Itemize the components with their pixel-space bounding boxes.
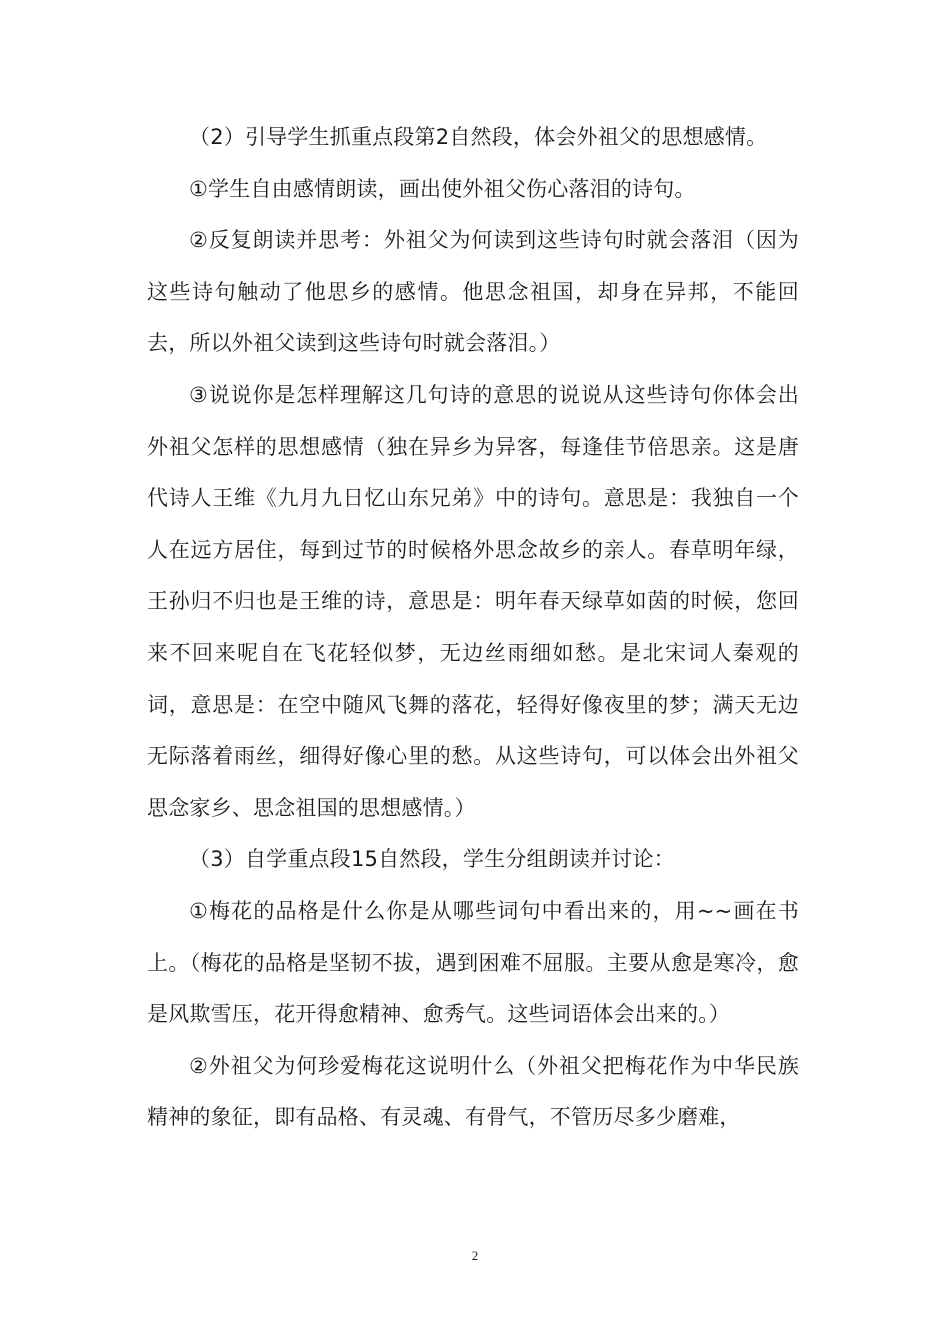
body-text <box>147 112 799 1144</box>
paragraph-step-2-3: ③说说你是怎样理解这几句诗的意思的说说从这些诗句你体会出外祖父怎样的思想感情（独在异乡为异客，每逢佳节倍思亲。这是唐代诗人王维《九月九日忆山东兄弟》中的诗句。意思是：我独自一个人在远方居住，每到过节的时候格外思念故乡的亲人。春草明年绿，王孙归不归也是王维的诗，意思是：明年春天绿草如茵的时候，您回来不回来呢自在飞花轻似梦，无边丝雨细如愁。是北宋词人秦观的词，意思是：在空中随风飞舞的落花，轻得好像夜里的梦；满天无边无际落着雨丝，细得好像心里的愁。从这些诗句，可以体会出外祖父思念家乡、思念祖国的思想感情。） <box>147 382 799 820</box>
paragraph-step-2-1: ①学生自由感情朗读，画出使外祖父伤心落泪的诗句。 <box>189 176 696 201</box>
paragraph-step-3-1: ①梅花的品格是什么你是从哪些词句中看出来的，用~~画在书上。（梅花的品格是坚韧不拔，遇到困难不屈服。主要从愈是寒冷，愈是风欺雪压，花开得愈精神、愈秀气。这些词语体会出来的。） <box>147 898 799 1027</box>
page-number: 2 <box>471 1248 479 1263</box>
paragraph-step-2: （2）引导学生抓重点段第2自然段，体会外祖父的思想感情。 <box>189 125 768 149</box>
paragraph-step-2-2: ②反复朗读并思考：外祖父为何读到这些诗句时就会落泪（因为这些诗句触动了他思乡的感情。他思念祖国，却身在异邦，不能回去，所以外祖父读到这些诗句时就会落泪。） <box>147 228 799 356</box>
paragraph-step-3: （3）自学重点段15自然段，学生分组朗读并讨论： <box>189 847 675 872</box>
paragraph-step-3-2: ②外祖父为何珍爱梅花这说明什么（外祖父把梅花作为中华民族精神的象征，即有品格、有灵魂、有骨气，不管历尽多少磨难， <box>147 1053 799 1130</box>
